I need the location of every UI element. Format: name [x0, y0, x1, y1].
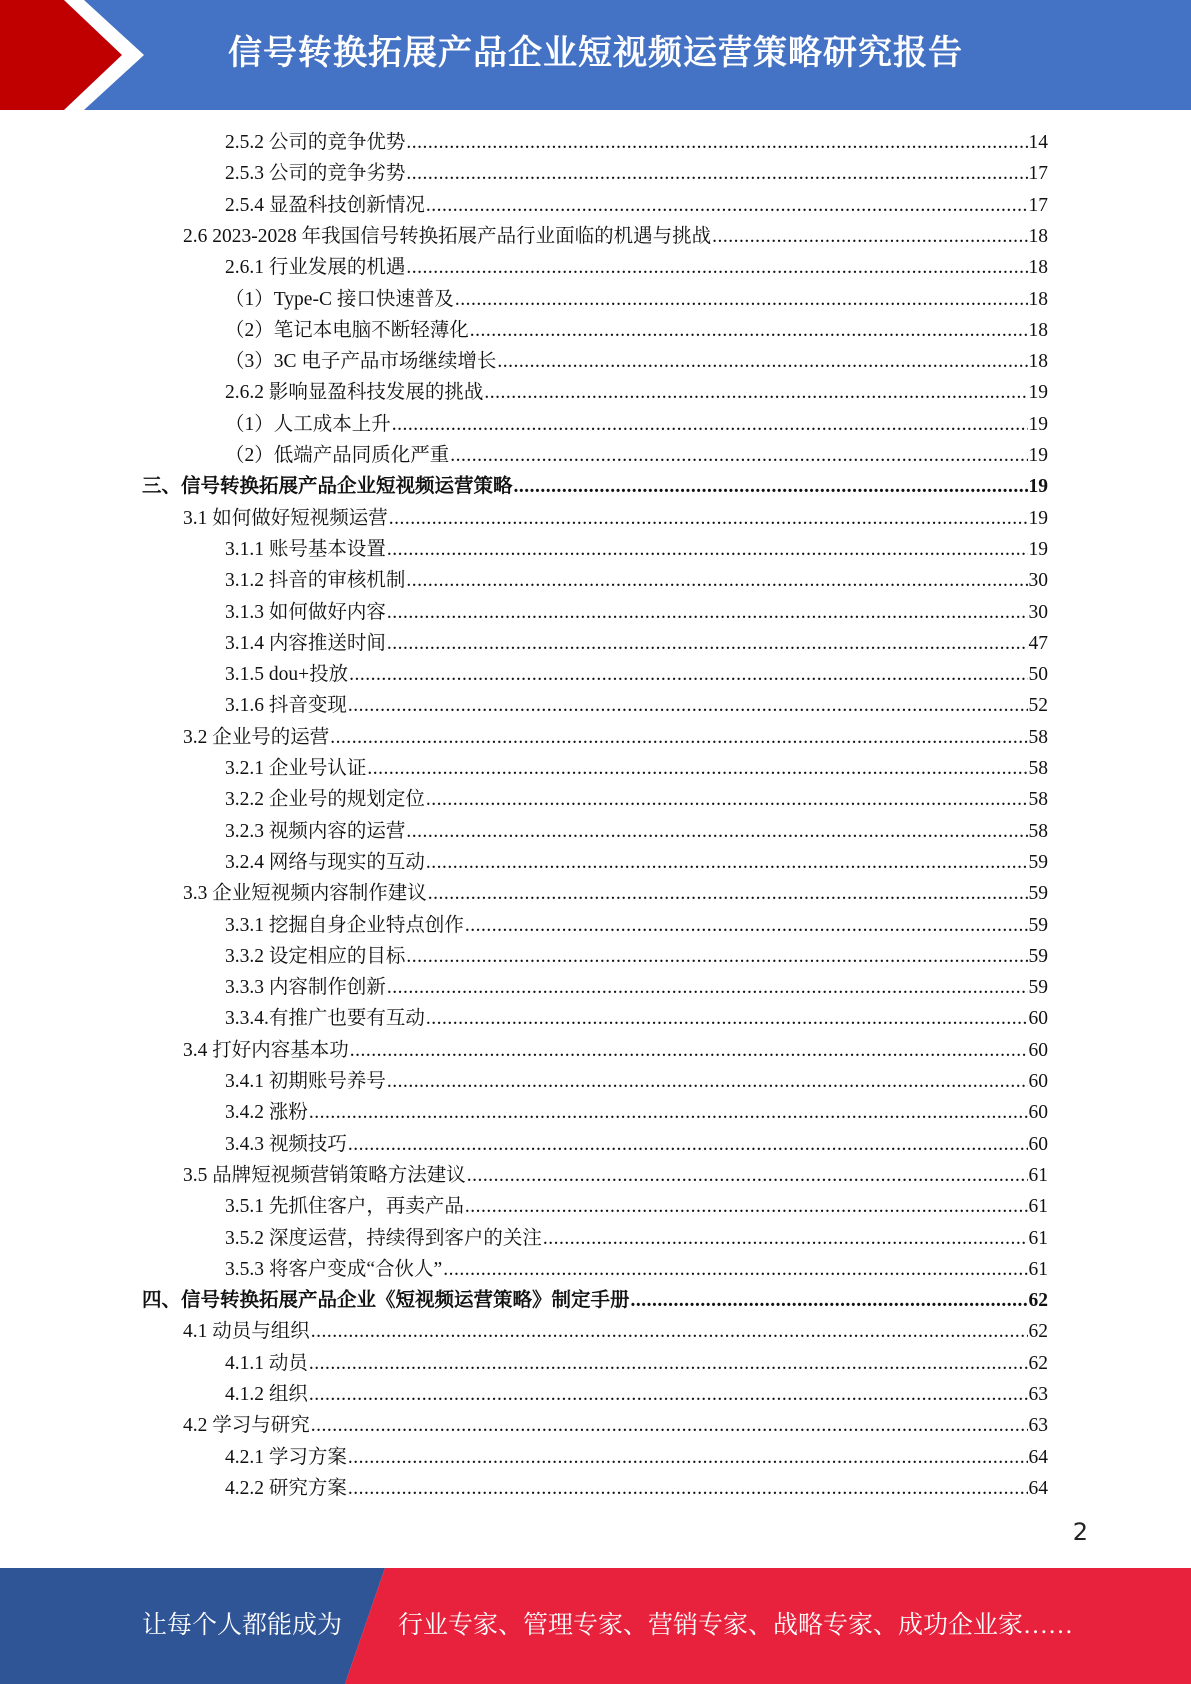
toc-entry[interactable]: [225, 910, 1048, 941]
toc-entry-page: 62: [1028, 1321, 1048, 1343]
toc-entry[interactable]: [225, 1473, 1048, 1504]
toc-dot-leader: [406, 941, 1027, 972]
toc-dot-leader: [348, 1129, 1028, 1160]
toc-entry-label: 四、信号转换拓展产品企业《短视频运营策略》制定手册: [142, 1290, 630, 1312]
toc-entry-label: 3.1 如何做好短视频运营: [183, 507, 388, 529]
toc-entry-label: 3.1.1 账号基本设置: [225, 538, 386, 560]
toc-dot-leader: [309, 1379, 1028, 1410]
toc-entry-page: 60: [1028, 1133, 1048, 1155]
toc-dot-leader: [455, 284, 1028, 315]
toc-entry-page: 58: [1028, 758, 1048, 779]
toc-entry[interactable]: [225, 690, 1048, 721]
toc-entry-label: 4.2.1 学习方案: [225, 1446, 347, 1468]
toc-entry-page: 62: [1028, 1290, 1048, 1312]
toc-entry[interactable]: [183, 1035, 1048, 1066]
toc-dot-leader: [467, 1160, 1028, 1191]
toc-entry[interactable]: [225, 941, 1048, 972]
toc-dot-leader: [428, 878, 1028, 909]
toc-entry[interactable]: [225, 284, 1048, 315]
toc-entry-label: 3.3.3 内容制作创新: [225, 977, 386, 999]
toc-entry-label: 2.5.3 公司的竞争劣势: [225, 163, 406, 185]
toc-entry[interactable]: [225, 315, 1048, 346]
toc-entry[interactable]: [225, 816, 1048, 847]
toc-entry-label: 3.1.2 抖音的审核机制: [225, 570, 406, 592]
toc-entry-label: 4.1.2 组织: [225, 1384, 308, 1405]
page-header: [0, 0, 1191, 110]
toc-entry-page: 61: [1028, 1164, 1048, 1186]
toc-entry[interactable]: [225, 1223, 1048, 1254]
toc-dot-leader: [348, 1442, 1028, 1473]
toc-entry-label: 4.2 学习与研究: [183, 1415, 310, 1437]
toc-entry[interactable]: [183, 503, 1048, 534]
toc-entry-label: 3.1.5 dou+投放: [225, 664, 349, 686]
toc-entry-page: 19: [1028, 413, 1048, 435]
footer-slogan-left: 让每个人都能成为: [142, 1612, 343, 1639]
toc-entry-label: 3.3.2 设定相应的目标: [225, 945, 406, 967]
toc-entry-label: （3）3C 电子产品市场继续增长: [225, 351, 497, 373]
toc-entry-label: 3.1.4 内容推送时间: [225, 632, 386, 654]
toc-entry[interactable]: [142, 1285, 1048, 1316]
toc-entry-label: 3.3 企业短视频内容制作建议: [183, 883, 427, 905]
toc-entry-page: 59: [1028, 977, 1048, 999]
toc-dot-leader: [311, 1410, 1028, 1441]
toc-entry-page: 17: [1028, 163, 1048, 185]
toc-entry-label: 2.6.1 行业发展的机遇: [225, 257, 406, 279]
toc-dot-leader: [387, 1066, 1028, 1097]
toc-entry[interactable]: [225, 377, 1048, 408]
toc-entry[interactable]: [225, 628, 1048, 659]
toc-entry-label: 4.1.1 动员: [225, 1352, 308, 1374]
toc-dot-leader: [497, 346, 1027, 377]
toc-dot-leader: [484, 377, 1027, 408]
toc-dot-leader: [450, 440, 1027, 471]
header-title: 信号转换拓展产品企业短视频运营策略研究报告: [228, 33, 963, 73]
toc-entry-page: 60: [1028, 1071, 1048, 1092]
toc-entry-page: 18: [1028, 225, 1048, 247]
toc-entry[interactable]: [225, 252, 1048, 283]
toc-entry-label: 3.3.1 挖掘自身企业特点创作: [225, 914, 464, 936]
toc-entry-page: 19: [1028, 382, 1048, 404]
toc-dot-leader: [392, 409, 1028, 440]
toc-dot-leader: [406, 127, 1027, 158]
toc-entry-label: （2）低端产品同质化严重: [225, 445, 450, 466]
toc-entry[interactable]: [225, 1129, 1048, 1160]
toc-entry-page: 64: [1028, 1477, 1048, 1499]
toc-dot-leader: [387, 597, 1028, 628]
toc-entry-label: 3.4.2 涨粉: [225, 1102, 308, 1124]
toc-dot-leader: [330, 722, 1027, 753]
toc-entry-label: （1）人工成本上升: [225, 413, 391, 435]
toc-entry-label: 4.1 动员与组织: [183, 1321, 310, 1343]
toc-entry-label: 3.2.1 企业号认证: [225, 758, 367, 779]
toc-entry-label: （2）笔记本电脑不断轻薄化: [225, 319, 469, 341]
toc-entry-page: 63: [1028, 1384, 1048, 1405]
toc-entry[interactable]: [225, 1097, 1048, 1128]
toc-entry-page: 18: [1028, 319, 1048, 341]
toc-entry-page: 61: [1028, 1196, 1048, 1218]
toc-entry[interactable]: [225, 1191, 1048, 1222]
toc-dot-leader: [406, 252, 1027, 283]
toc-entry[interactable]: [225, 565, 1048, 596]
toc-dot-leader: [367, 753, 1027, 784]
toc-dot-leader: [465, 910, 1028, 941]
toc-entry-page: 30: [1028, 601, 1048, 623]
toc-dot-leader: [350, 1035, 1028, 1066]
toc-entry[interactable]: [225, 784, 1048, 815]
toc-entry-label: 3.5.1 先抓住客户，再卖产品: [225, 1196, 464, 1218]
page-number: 2: [1072, 1518, 1088, 1546]
toc-entry-page: 18: [1028, 351, 1048, 373]
toc-entry[interactable]: [225, 972, 1048, 1003]
toc-entry[interactable]: [183, 878, 1048, 909]
toc-dot-leader: [309, 1097, 1028, 1128]
toc-entry-page: 63: [1028, 1415, 1048, 1437]
toc-dot-leader: [426, 784, 1028, 815]
toc-entry[interactable]: [225, 1003, 1048, 1034]
toc-entry[interactable]: [183, 1410, 1048, 1441]
toc-entry-page: 59: [1028, 883, 1048, 905]
toc-entry-page: 61: [1028, 1227, 1048, 1249]
footer-slogan-right: 行业专家、管理专家、营销专家、战略专家、成功企业家……: [398, 1612, 1074, 1639]
toc-entry-label: 3.5.3 将客户变成“合伙人”: [225, 1258, 443, 1280]
toc-dot-leader: [712, 221, 1027, 252]
toc-entry[interactable]: [183, 221, 1048, 252]
toc-entry-label: 3.5 品牌短视频营销策略方法建议: [183, 1164, 466, 1186]
toc-dot-leader: [470, 315, 1028, 346]
toc-entry-page: 58: [1028, 820, 1048, 842]
toc-entry-page: 17: [1028, 194, 1048, 216]
toc-entry-page: 14: [1028, 132, 1048, 153]
toc-entry[interactable]: [225, 1066, 1048, 1097]
toc-entry-label: （1）Type-C 接口快速普及: [225, 288, 454, 310]
toc-dot-leader: [387, 628, 1028, 659]
toc-entry-page: 18: [1028, 288, 1048, 310]
toc-entry-page: 52: [1028, 695, 1048, 717]
toc-dot-leader: [426, 190, 1028, 221]
toc-entry[interactable]: [225, 1348, 1048, 1379]
toc-entry[interactable]: [225, 659, 1048, 690]
toc-entry-page: 58: [1028, 726, 1048, 748]
toc-entry-page: 19: [1028, 445, 1048, 466]
toc-entry[interactable]: [225, 346, 1048, 377]
toc-entry-page: 64: [1028, 1446, 1048, 1468]
toc-entry-label: 4.2.2 研究方案: [225, 1477, 347, 1499]
toc-dot-leader: [311, 1316, 1028, 1347]
toc-dot-leader: [387, 534, 1028, 565]
toc-entry[interactable]: [225, 597, 1048, 628]
toc-entry-page: 62: [1028, 1352, 1048, 1374]
toc-entry[interactable]: [225, 753, 1048, 784]
toc-entry-page: 19: [1028, 507, 1048, 529]
toc-entry[interactable]: [225, 440, 1048, 471]
toc-dot-leader: [426, 847, 1028, 878]
toc-entry[interactable]: [225, 1379, 1048, 1410]
toc-entry[interactable]: [183, 1160, 1048, 1191]
toc-dot-leader: [543, 1223, 1028, 1254]
toc-entry-label: 3.2 企业号的运营: [183, 726, 330, 748]
toc-entry-page: 60: [1028, 1039, 1048, 1061]
toc-dot-leader: [349, 659, 1027, 690]
toc-entry-page: 59: [1028, 945, 1048, 967]
page-footer: [0, 1568, 1191, 1684]
toc-entry-label: 3.2.2 企业号的规划定位: [225, 789, 425, 811]
toc-entry-label: 3.4.3 视频技巧: [225, 1133, 347, 1155]
toc-dot-leader: [406, 158, 1027, 189]
toc-entry-page: 61: [1028, 1258, 1048, 1280]
toc-entry[interactable]: [225, 534, 1048, 565]
toc-entry-label: 3.2.4 网络与现实的互动: [225, 851, 425, 873]
toc-entry-label: 3.3.4.有推广也要有互动: [225, 1008, 425, 1030]
toc-entry[interactable]: [225, 847, 1048, 878]
toc-entry-label: 3.4.1 初期账号养号: [225, 1071, 386, 1092]
toc-entry[interactable]: [183, 1316, 1048, 1347]
toc-dot-leader: [348, 1473, 1028, 1504]
toc-entry-page: 60: [1028, 1102, 1048, 1124]
toc-entry[interactable]: [183, 722, 1048, 753]
toc-entry-page: 50: [1028, 664, 1048, 686]
toc-dot-leader: [387, 972, 1028, 1003]
toc-entry[interactable]: [225, 1254, 1048, 1285]
toc-dot-leader: [426, 1003, 1028, 1034]
toc-entry-page: 19: [1028, 538, 1048, 560]
toc-entry-label: 3.1.6 抖音变现: [225, 695, 347, 717]
toc-entry-label: 3.1.3 如何做好内容: [225, 601, 386, 623]
toc-entry[interactable]: [225, 158, 1048, 189]
toc-entry-label: 2.6 2023-2028 年我国信号转换拓展产品行业面临的机遇与挑战: [183, 225, 712, 247]
toc-entry-page: 60: [1028, 1008, 1048, 1030]
toc-entry[interactable]: [142, 471, 1048, 502]
toc-entry[interactable]: [225, 190, 1048, 221]
toc-entry-label: 2.5.4 显盈科技创新情况: [225, 194, 425, 216]
toc-dot-leader: [514, 471, 1028, 502]
toc-entry-label: 3.5.2 深度运营，持续得到客户的关注: [225, 1227, 542, 1249]
toc-entry-page: 59: [1028, 914, 1048, 936]
toc-entry[interactable]: [225, 127, 1048, 158]
toc-entry-page: 18: [1028, 257, 1048, 279]
toc-entry-page: 19: [1028, 476, 1048, 498]
toc-dot-leader: [443, 1254, 1027, 1285]
toc-dot-leader: [406, 816, 1027, 847]
toc-dot-leader: [309, 1348, 1028, 1379]
toc-dot-leader: [389, 503, 1028, 534]
toc-entry-page: 30: [1028, 570, 1048, 592]
toc-entry-label: 3.2.3 视频内容的运营: [225, 820, 406, 842]
toc-entry-page: 58: [1028, 789, 1048, 811]
toc-entry-label: 3.4 打好内容基本功: [183, 1039, 349, 1061]
toc-entry[interactable]: [225, 1442, 1048, 1473]
toc-entry-label: 2.5.2 公司的竞争优势: [225, 132, 406, 153]
toc-dot-leader: [631, 1285, 1028, 1316]
toc-entry-page: 47: [1028, 632, 1048, 654]
toc-entry[interactable]: [225, 409, 1048, 440]
toc-entry-page: 59: [1028, 851, 1048, 873]
toc-dot-leader: [465, 1191, 1028, 1222]
header-red-arrow: [0, 0, 122, 110]
toc-dot-leader: [348, 690, 1028, 721]
toc-entry-label: 三、信号转换拓展产品企业短视频运营策略: [142, 476, 513, 498]
toc-dot-leader: [406, 565, 1027, 596]
toc-entry-label: 2.6.2 影响显盈科技发展的挑战: [225, 382, 484, 404]
